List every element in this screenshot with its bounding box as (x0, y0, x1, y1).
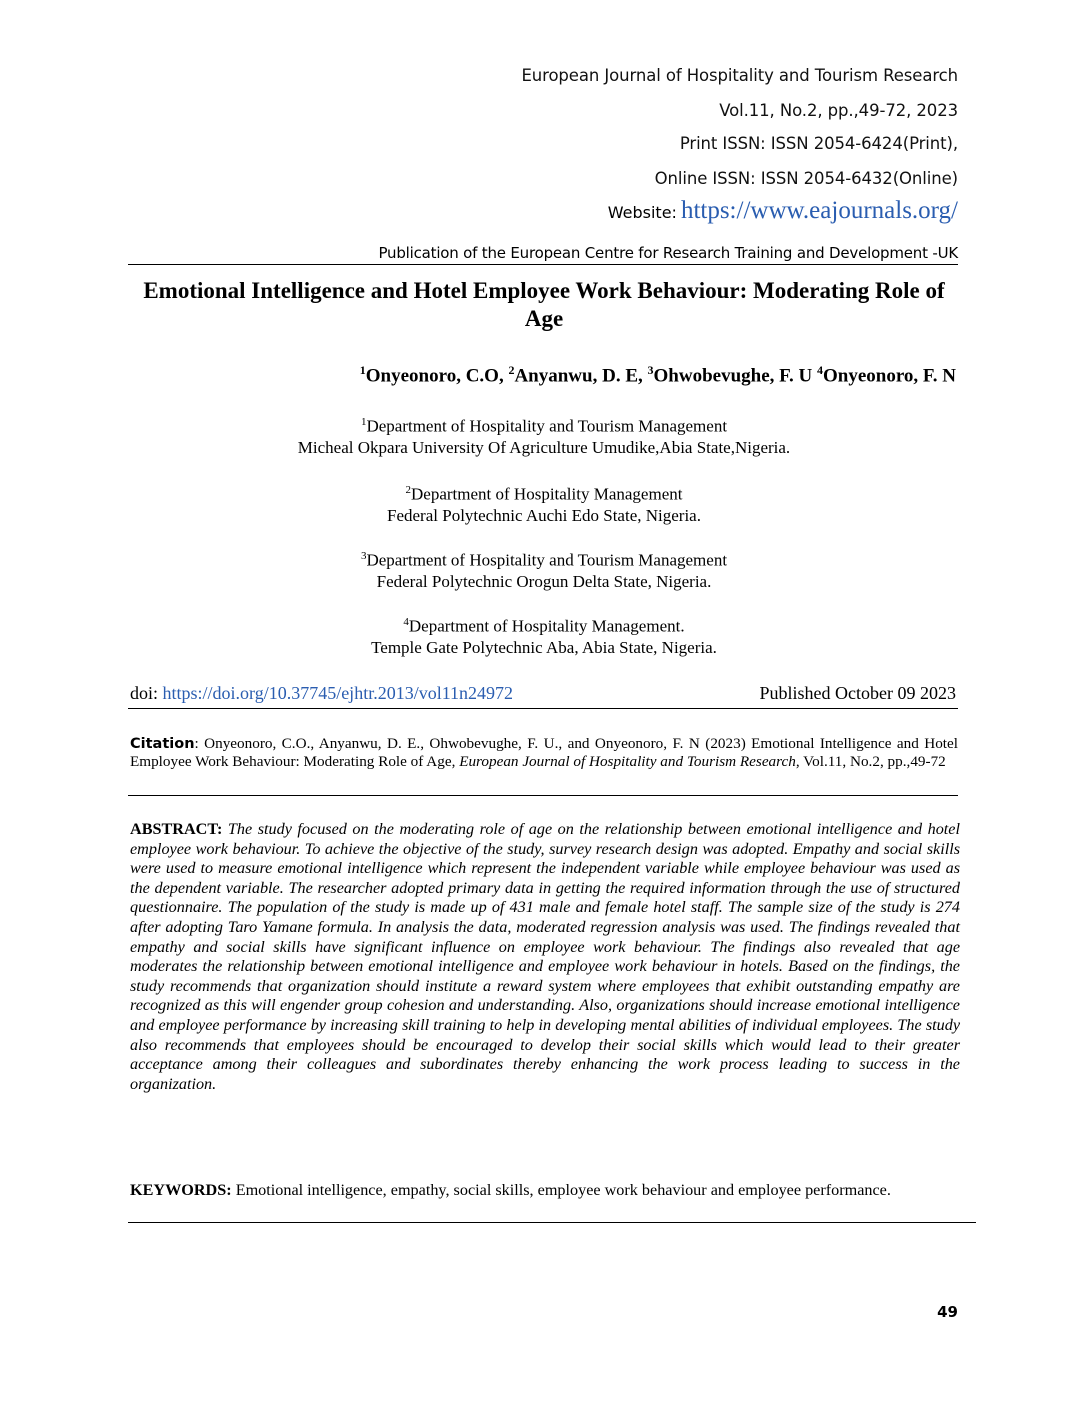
author-sup: 1 (359, 363, 366, 377)
affiliation-sup: 2 (405, 484, 412, 496)
page-number: 49 (937, 1303, 958, 1321)
author-sup: 4 (816, 363, 823, 377)
affiliation-1 (180, 412, 908, 458)
website-link[interactable]: https://www.eajournals.org/ (680, 197, 958, 224)
website-label: Website: (607, 203, 677, 222)
keywords-divider (128, 1222, 976, 1223)
affiliation-dept: Department of Hospitality Management (411, 484, 683, 504)
published-date: Published October 09 2023 (759, 683, 956, 703)
affiliation-dept: Department of Hospitality and Tourism Management (366, 416, 728, 436)
print-issn: Print ISSN: ISSN 2054-6424(Print), (679, 134, 958, 153)
affiliation-sup: 1 (360, 416, 367, 428)
affiliation-dept: Department of Hospitality and Tourism Management (366, 550, 728, 570)
affiliation-sup: 3 (360, 550, 367, 562)
author-name: Onyeonoro, C.O, (365, 365, 509, 387)
citation-label: Citation (130, 736, 195, 752)
affiliation-dept: Department of Hospitality Management. (408, 616, 685, 636)
affiliation-inst: Federal Polytechnic Orogun Delta State, Nigeria. (376, 571, 712, 591)
abstract-block (130, 820, 960, 1094)
keywords-label: KEYWORDS: (130, 1181, 232, 1199)
affiliation-2 (180, 480, 908, 526)
journal-volume: Vol.11, No.2, pp.,49-72, 2023 (719, 101, 958, 120)
author-list (360, 363, 956, 387)
doi-line (130, 683, 958, 704)
website-line (608, 197, 958, 225)
publisher-line: Publication of the European Centre for Research Training and Development -UK (378, 244, 958, 262)
affiliation-sup: 4 (403, 616, 409, 628)
paper-title: Emotional Intelligence and Hotel Employee Work Behaviour: Moderating Role of Age (143, 278, 945, 331)
citation-divider (128, 795, 958, 796)
author-name: Onyeonoro, F. N (822, 365, 956, 387)
author-name: Anyanwu, D. E, (514, 365, 648, 387)
keywords-block (130, 1181, 960, 1201)
citation-text: : Onyeonoro, C.O., Anyanwu, D. E., Ohwobevughe, F. U., and Onyeonoro, F. N (2023) Emotional Intelligence and Hotel Employee Work Behaviour: Moderating Role of Age, (130, 735, 958, 770)
doi-label: doi: (130, 683, 163, 703)
journal-name: European Journal of Hospitality and Tourism Research (521, 66, 958, 85)
doi-link[interactable]: https://doi.org/10.37745/ejhtr.2013/vol11n24972 (162, 683, 514, 703)
keywords-text: Emotional intelligence, empathy, social skills, employee work behaviour and employee performance. (231, 1181, 891, 1199)
citation-journal: European Journal of Hospitality and Tourism Research (459, 753, 796, 770)
doi-divider (128, 708, 958, 709)
header-divider (128, 264, 958, 265)
affiliation-4 (180, 612, 908, 658)
author-sup: 2 (508, 363, 515, 377)
author-name: Ohwobevughe, F. U (653, 365, 817, 387)
affiliation-inst: Federal Polytechnic Auchi Edo State, Nigeria. (387, 505, 701, 525)
affiliation-inst: Temple Gate Polytechnic Aba, Abia State, Nigeria. (371, 637, 717, 657)
affiliation-3 (180, 546, 908, 592)
author-sup: 3 (647, 363, 654, 377)
abstract-text: The study focused on the moderating role of age on the relationship between emotional intelligence and hotel employee work behaviour. To achieve the objective of the study, survey research design was adopted. Empathy and social skills were used to measure emotional intelligence which represent the independent variable while employee behaviour was used as the dependent variable. The researcher adopted primary data in getting the required information through the use of structured questionnaire. The population of the study is made up of 431 male and female hotel staff. The sample size of the study is 274 after adopting Taro Yamane formula. In analysis the data, moderated regression analysis was used. The findings revealed that empathy and social skills have significant influence on employee work behaviour. The findings also revealed that age moderates the relationship between emotional intelligence and employee work behaviour in hotels. Based on the findings, the study recommends that organization should institute a reward system where employees that exhibit outstanding empathy are recognized as this will engender group cohesion and understanding. Also, organizations should increase emotional intelligence and employee performance by increasing skill training to help in developing mental abilities of individual employees. The study also recommends that employees should be encouraged to develop their social skills which would lead to their greater acceptance among their colleagues and subordinates thereby enhancing the work process leading to success in the organization. (130, 820, 960, 1093)
abstract-label: ABSTRACT: (130, 820, 223, 838)
citation-block (130, 735, 958, 771)
online-issn: Online ISSN: ISSN 2054-6432(Online) (654, 169, 958, 188)
affiliation-inst: Micheal Okpara University Of Agriculture Umudike,Abia State,Nigeria. (297, 437, 791, 457)
citation-end: , Vol.11, No.2, pp.,49-72 (795, 753, 946, 770)
